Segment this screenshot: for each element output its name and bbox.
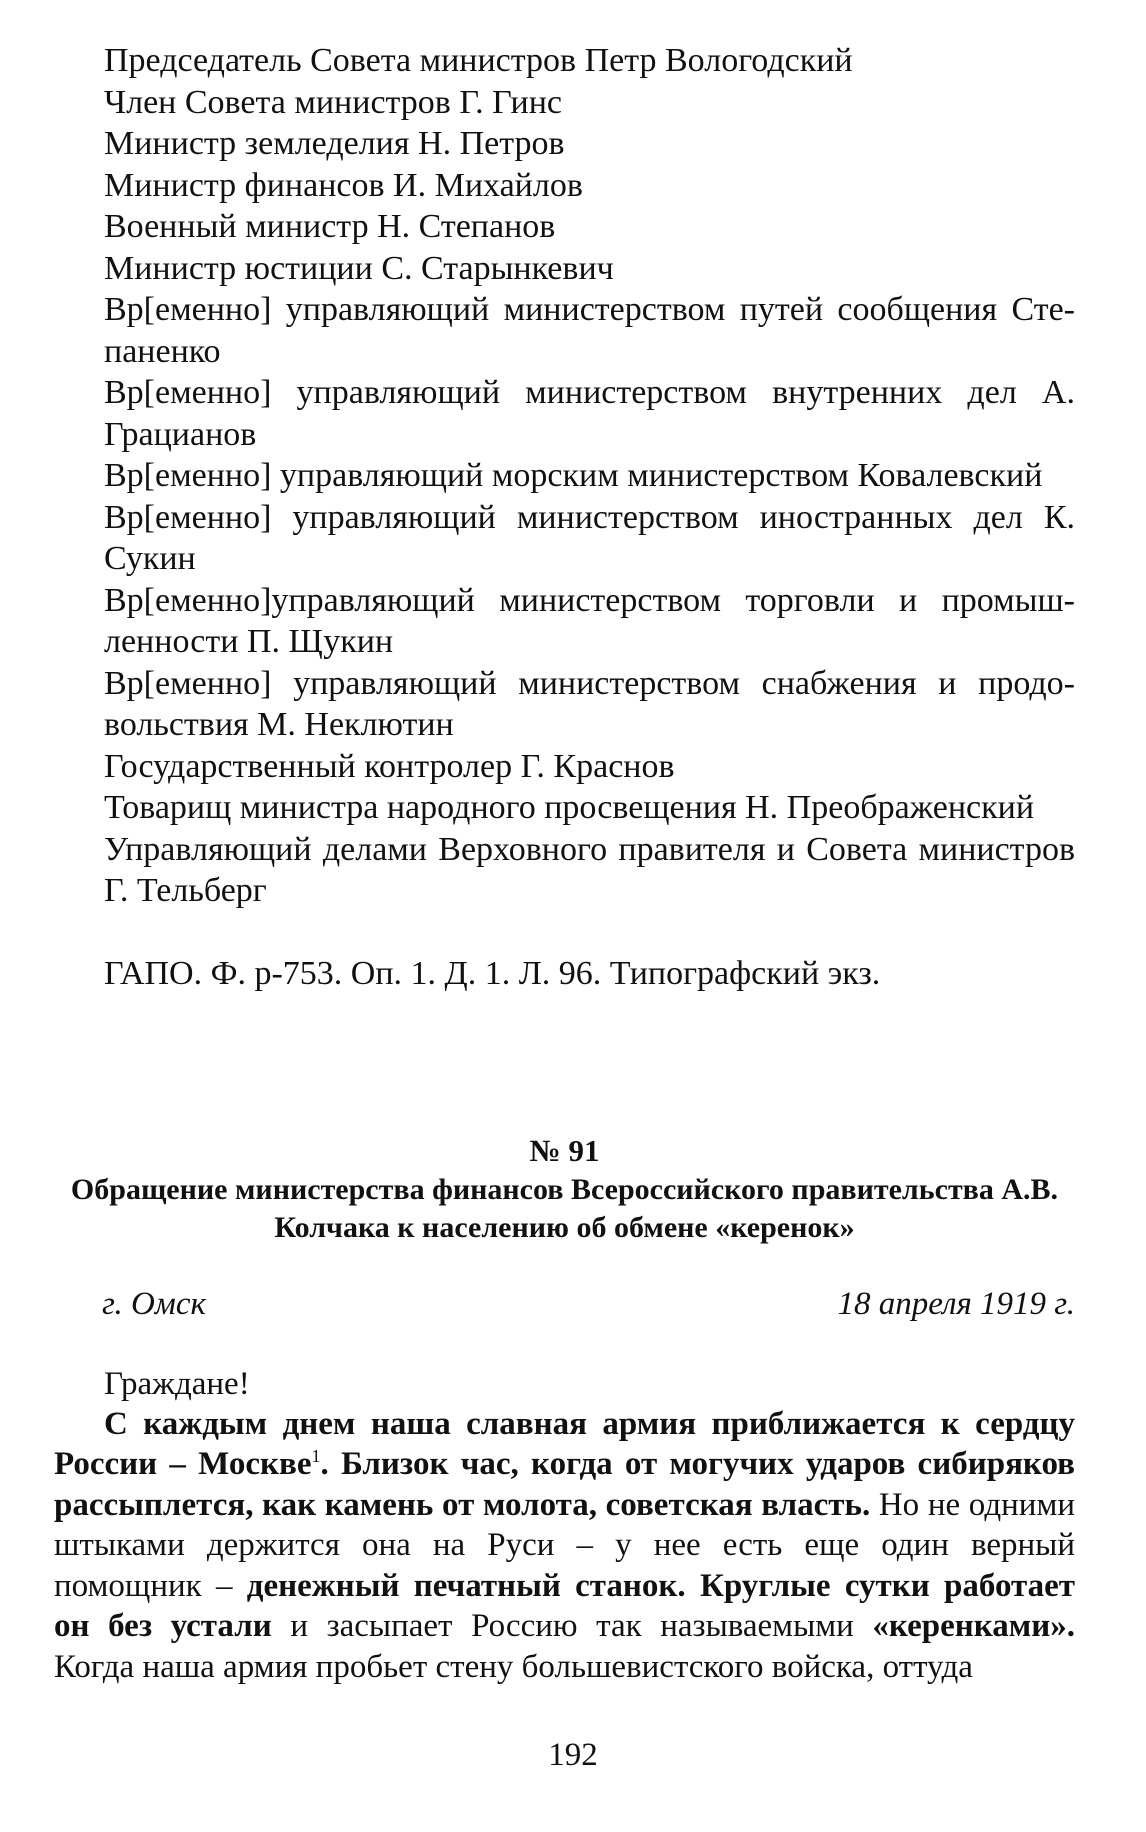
- text-run: Но не одними штыками держится она на Руси – у нее есть еще один верный помощник –: [54, 1486, 1075, 1604]
- signatory-line: Министр земледелия Н. Петров: [104, 125, 565, 162]
- place-date-line: [102, 1284, 1075, 1324]
- bold-text-run: «керенками».: [872, 1608, 1075, 1644]
- document-title: Обращение министерства финансов Всероссийского правительства А.В. Колчака к населению об обмене «керенок»: [70, 1172, 1059, 1244]
- greeting: Граждане!: [104, 1365, 250, 1402]
- signatory-line: Член Совета министров Г. Гинс: [104, 83, 563, 121]
- text-run: Когда наша армия пробьет стену большевистского войска, оттуда: [54, 1648, 973, 1685]
- page-number: 192: [548, 1737, 598, 1773]
- signatory-line: Вр[еменно] управляющий министерством иностранных дел К. Сукин: [104, 498, 1075, 577]
- signatory-line: Вр[еменно] управляющий морским министерством Ковалевский: [104, 457, 1043, 494]
- signatory-line: Министр финансов И. Михайлов: [104, 166, 583, 204]
- document-date: 18 апреля 1919 г.: [837, 1285, 1075, 1322]
- signatories-list: [54, 40, 1075, 912]
- text-run: и засыпает Россию так называемыми: [271, 1608, 873, 1644]
- bold-text-run: С каждым днем наша славная армия приближается к сердцу России – Москве: [54, 1405, 1075, 1482]
- body-paragraph: [54, 1404, 1075, 1688]
- signatory-line: Государственный контролер Г. Краснов: [104, 747, 675, 785]
- signatory-line: Вр[еменно] управляющий министерством путей сообщения Степаненко: [104, 291, 1075, 370]
- bold-text-run: денежный печатный станок. Круглые сутки работает он без устали: [54, 1567, 1075, 1644]
- signatory-line: Военный министр Н. Степанов: [104, 208, 556, 245]
- document-place: г. Омск: [102, 1285, 206, 1322]
- archive-source-note: ГАПО. Ф. р-753. Оп. 1. Д. 1. Л. 96. Типографский экз.: [104, 954, 881, 992]
- signatory-line: Товарищ министра народного просвещения Н. Преображенский: [104, 789, 1035, 826]
- signatory-line: Вр[еменно]управляющий министерством торговли и промышленности П. Щукин: [104, 581, 1075, 660]
- document-number: № 91: [529, 1132, 600, 1168]
- signatory-line: Вр[еменно] управляющий министерством снабжения и продовольствия М. Неклютин: [104, 664, 1075, 743]
- bold-text-run: . Близок час, когда от могучих ударов сибиряков рассыплется, как камень от молота, советская власть.: [54, 1446, 1076, 1523]
- signatory-line: Председатель Совета министров Петр Вологодский: [104, 42, 853, 79]
- signatory-line: Вр[еменно] управляющий министерством внутренних дел А. Грацианов: [104, 374, 1075, 453]
- signatory-line: Министр юстиции С. Старынкевич: [104, 249, 614, 287]
- footnote-marker: 1: [311, 1446, 321, 1466]
- signatory-line: Управляющий делами Верховного правителя и Совета министров Г. Тельберг: [104, 830, 1075, 909]
